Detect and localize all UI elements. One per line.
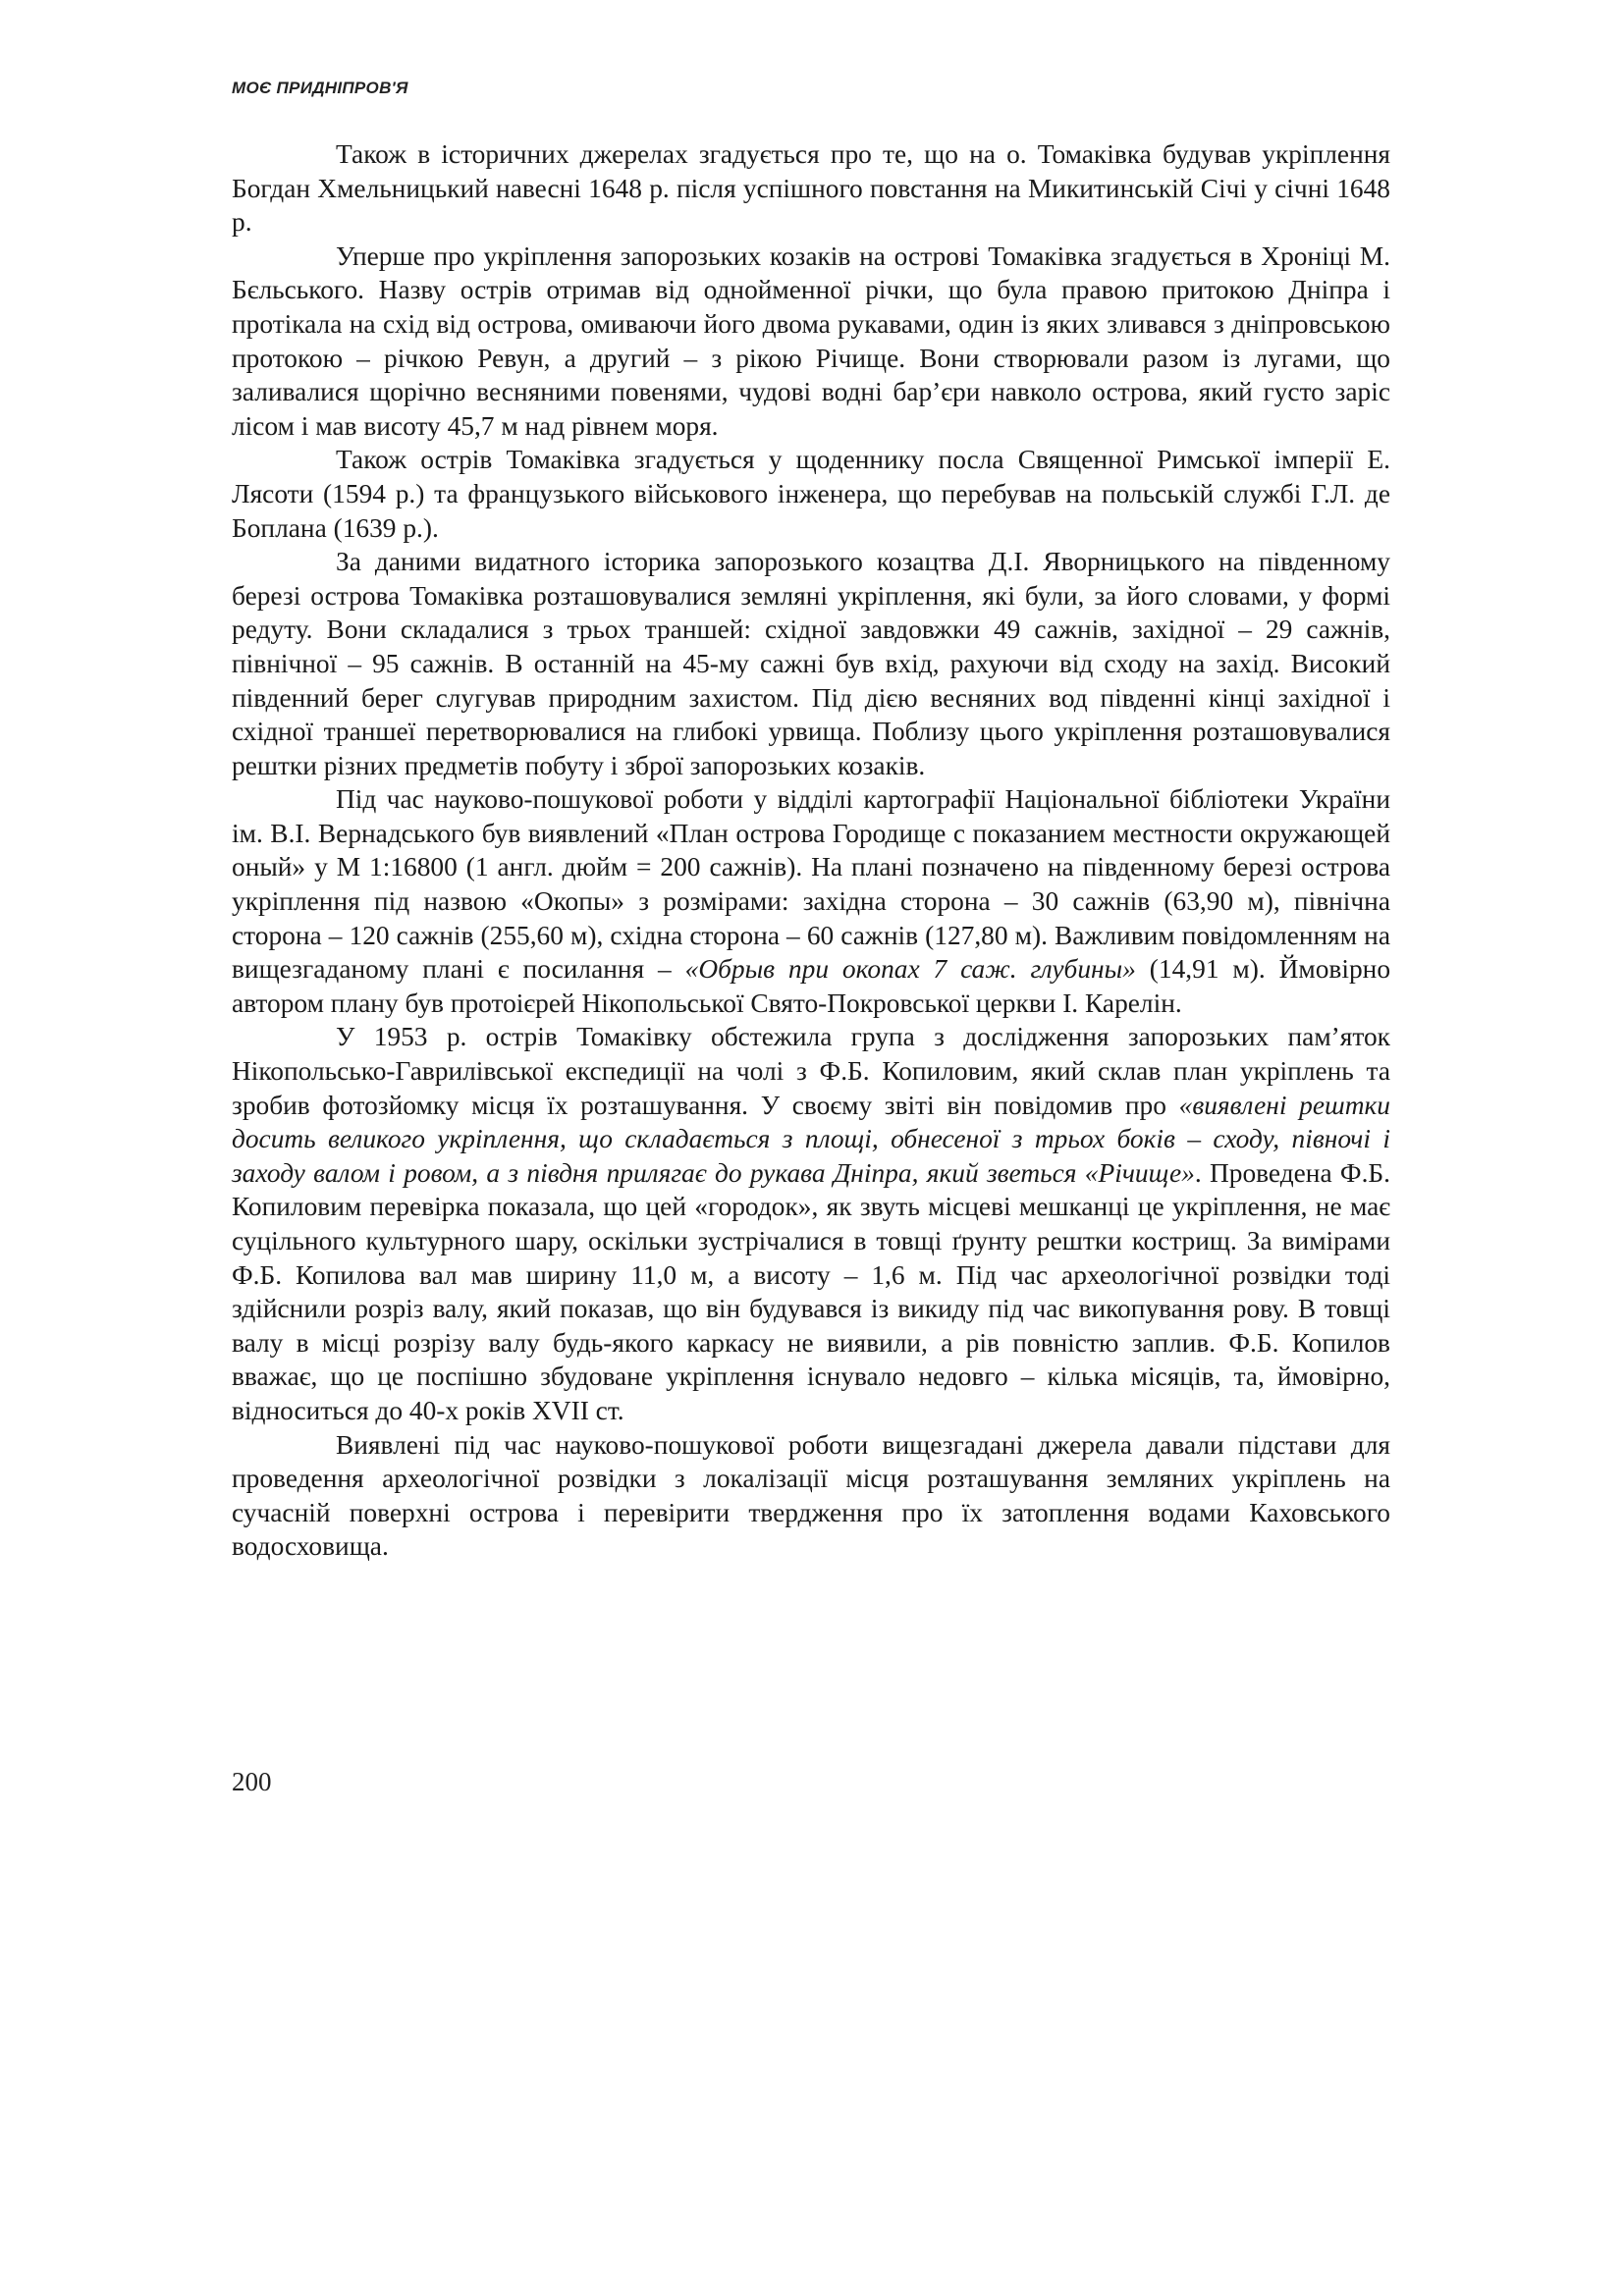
page-number: 200 [232, 1767, 272, 1796]
paragraph-text: Також в історичних джерелах згадується про те, що на о. Томаківка будував укріплення Богдан Хмельницький навесні 1648 р. після успішного повстання на Микитинській Січі у січні 1648 р. [232, 139, 1390, 238]
paragraph [232, 1020, 1390, 1427]
paragraph-text: Також острів Томаківка згадується у щоденнику посла Священної Римської імперії Е. Лясоти (1594 р.) та французького військового інженера, що перебував на польській службі Г.Л. де Боплана (1639 р.). [232, 445, 1390, 543]
body-text [232, 137, 1390, 1564]
italic-quote: «Обрыв при окопах 7 саж. глубины» [684, 954, 1136, 985]
paragraph [232, 782, 1390, 1020]
paragraph [232, 240, 1390, 444]
paragraph [232, 1428, 1390, 1564]
paragraph [232, 137, 1390, 240]
paragraph-text: Уперше про укріплення запорозьких козаків на острові Томаківка згадується в Хроніці М. Бєльського. Назву острів отримав від однойменної річки, що була правою притокою Дніпра і протікала на схід від острова, омиваючи його двома рукавами, один із яких зливався з дніпровською протокою – річкою Ревун, а другий – з рікою Річище. Вони створювали разом із лугами, що заливалися щорічно весняними повенями, чудові водні бар’єри навколо острова, який густо заріс лісом і мав висоту 45,7 м над рівнем моря. [232, 240, 1390, 441]
paragraph-text: Виявлені під час науково-пошукової роботи вищезгадані джерела давали підстави для проведення археологічної розвідки з локалізації місця розташування земляних укріплень на сучасній поверхні острова і перевірити твердження про їх затоплення водами Каховського водосховища. [232, 1429, 1390, 1562]
paragraph [232, 443, 1390, 545]
italic-quote: «виявлені рештки досить великого укріплення, що складається з площі, обнесеної з трьох боків – сходу, півночі і заходу валом і ровом, а з півдня прилягає до рукава Дніпра, який зветься «Річище» [232, 1090, 1390, 1188]
paragraph-text: Під час науково-пошукової роботи у відділі картографії Національної бібліотеки України ім. В.І. Вернадського був виявлений «План острова Городище с показанием местности окружающей оный» у М 1:16800 (1 англ. дюйм = 200 сажнів). На плані позначено на південному березі острова укріплення під назвою «Окопы» з розмірами: західна сторона – 30 сажнів (63,90 м), північна сторона – 120 сажнів (255,60 м), східна сторона – 60 сажнів (127,80 м). Важливим повідомленням на вищезгаданому плані є посилання – [232, 784, 1390, 985]
paragraph-text: . Проведена Ф.Б. Копиловим перевірка показала, що цей «городок», як звуть місцеві мешканці це укріплення, не має суцільного культурного шару, оскільки зустрічалися в товщі ґрунту рештки кострищ. За вимірами Ф.Б. Копилова вал мав ширину 11,0 м, а висоту – 1,6 м. Під час археологічної розвідки тоді здійснили розріз валу, який показав, що він будувався із викиду під час викопування рову. В товщі валу в місці розрізу валу будь-якого каркасу не виявили, а рів повністю заплив. Ф.Б. Копилов вважає, що це поспішно збудоване укріплення існувало недовго – кілька місяців, та, ймовірно, відноситься до 40-х років XVII ст. [232, 1157, 1390, 1425]
running-header: МОЄ ПРИДНІПРОВ'Я [232, 79, 408, 97]
paragraph [232, 545, 1390, 782]
paragraph-text: (14,91 м). Ймовірно автором плану був протоієрей Нікопольської Свято-Покровської церкви І. Карелін. [232, 954, 1391, 1018]
paragraph-text: У 1953 р. острів Томаківку обстежила група з дослідження запорозьких пам’яток Нікопольсько-Гаврилівської експедиції на чолі з Ф.Б. Копиловим, який склав план укріплень та зробив фотозйомку місця їх розташування. У своєму звіті він повідомив про [232, 1022, 1390, 1120]
paragraph-text: За даними видатного історика запорозького козацтва Д.І. Яворницького на південному березі острова Томаківка розташовувалися земляні укріплення, які були, за його словами, у формі редуту. Вони складалися з трьох траншей: східної завдовжки 49 сажнів, західної – 29 сажнів, північної – 95 сажнів. В останній на 45-му сажні був вхід, рахуючи від сходу на захід. Високий південний берег слугував природним захистом. Під дією весняних вод південні кінці західної і східної траншеї перетворювалися на глибокі урвища. Поблизу цього укріплення розташовувалися рештки різних предметів побуту і зброї запорозьких козаків. [232, 547, 1390, 780]
